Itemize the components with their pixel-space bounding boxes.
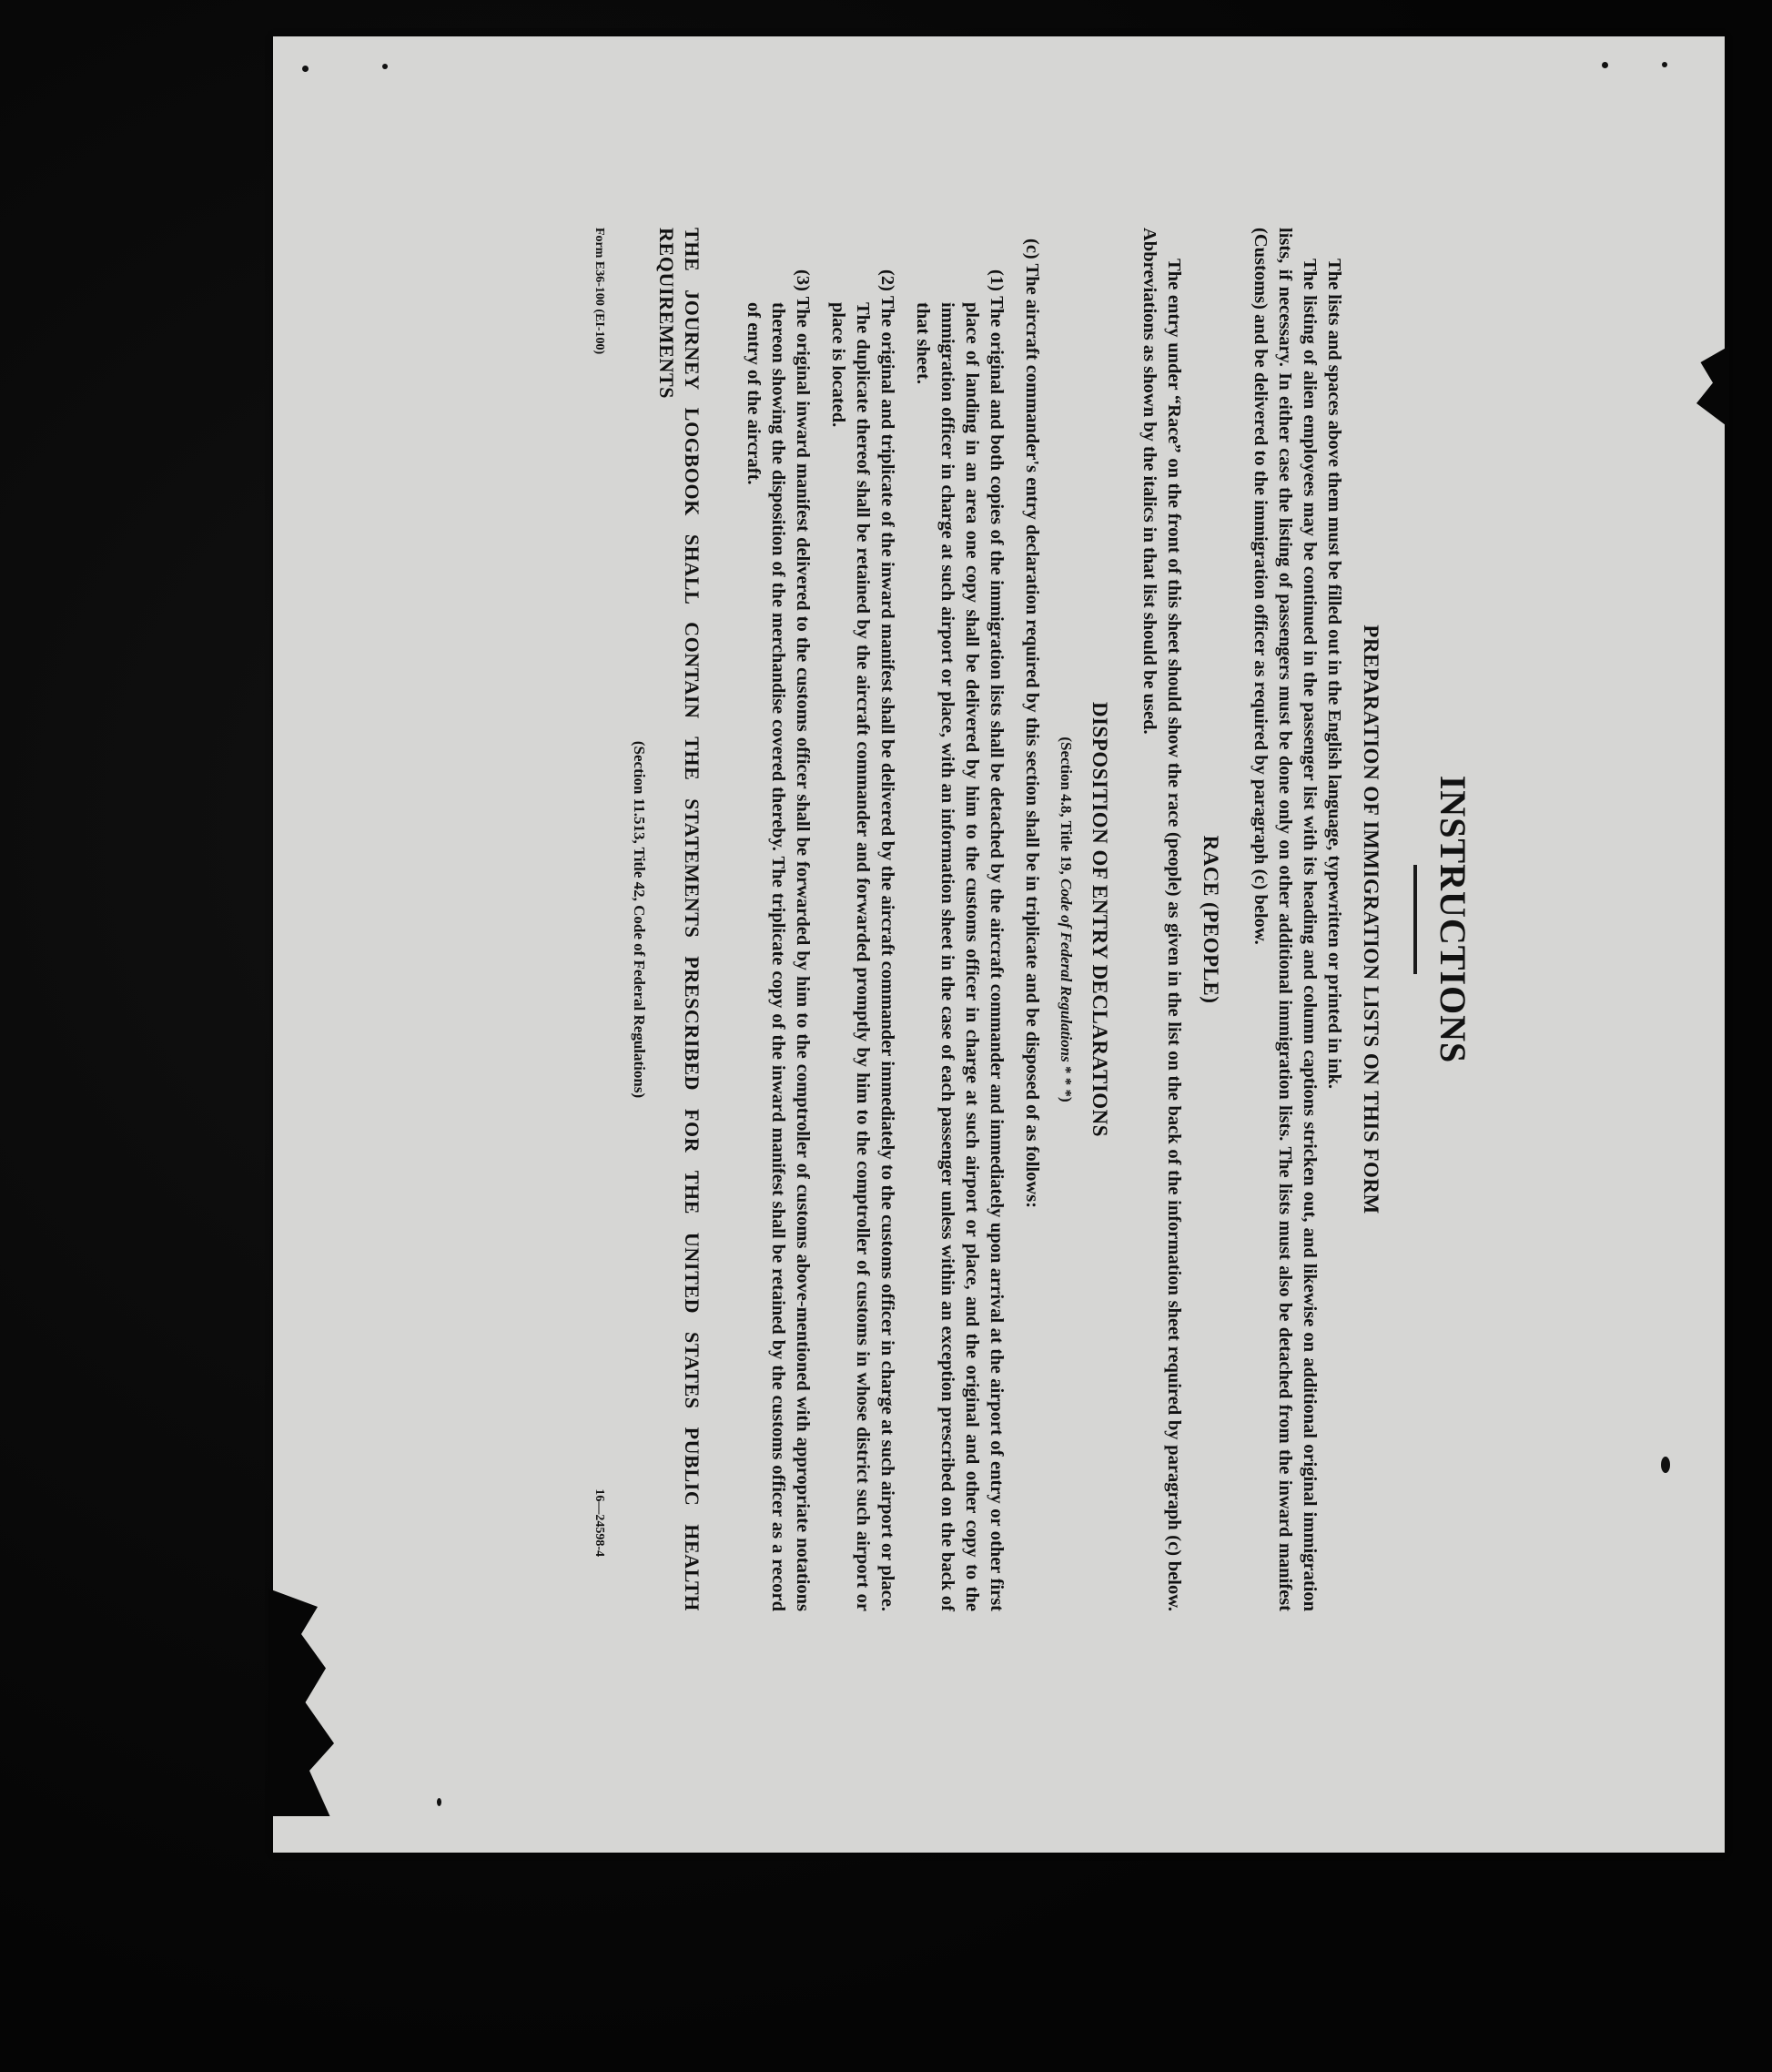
- disposition-citation: [1057, 228, 1075, 1611]
- rotated-text-block: [519, 228, 1474, 1611]
- speck: [437, 1798, 441, 1806]
- preparation-paragraph-2: The listing of alien employees may be continued in the passenger list with its heading and column captions stricken out, and likewise on additional original immigration lists, if necessary. In either case the listing of passengers must be done only on other additional immigration lists. The lists must also be detached from the inward manifest (Customs) and be delivered to the immigration officer as required by paragraph (c) below.: [1251, 228, 1320, 1611]
- form-footer: [592, 228, 606, 1611]
- section-heading-preparation: PREPARATION OF IMMIGRATION LISTS ON THIS FORM: [1360, 625, 1382, 1214]
- page-title: INSTRUCTIONS: [1433, 775, 1473, 1064]
- disposition-item-3: (3) The original inward manifest delivered to the customs officer shall be forwarded by him to the comptroller of customs above-mentioned with appropriate notations thereon showing the disposition of the merchandise covered thereby. The triplicate copy of the inward manifest shall be retained by the customs officer as a record of entry of the aircraft.: [744, 269, 813, 1611]
- speck: [1602, 62, 1608, 68]
- form-number: Form E36-100 (EI-100): [592, 228, 606, 355]
- title-underline: [1413, 865, 1417, 974]
- logbook-statement: THE JOURNEY LOGBOOK SHALL CONTAIN THE STATEMENTS PRESCRIBED FOR THE UNITED STATES PUBLIC HEALTH REQUIREMENTS: [655, 228, 704, 1611]
- disposition-item-1: (1) The original and both copies of the immigration lists shall be detached by the aircraft commander and immediately upon arrival at the airport of entry or other first place of landing in an area one copy shall be delivered by him to the customs officer in charge at such airport or place, and the original and other copy to the immigration officer in charge at such airport or place, with an information sheet in the case of each passenger unless within an exception prescribed on the back of that sheet.: [913, 269, 1007, 1611]
- section-heading-disposition: DISPOSITION OF ENTRY DECLARATIONS: [1089, 701, 1111, 1138]
- speck: [1662, 62, 1667, 67]
- logbook-citation: (Section 11.513, Title 42, Code of Federal Regulations): [631, 740, 648, 1099]
- speck: [1661, 1457, 1670, 1473]
- disposition-intro: (c) The aircraft commander's entry declaration required by this section shall be in triplicate and be disposed of as follows:: [1022, 239, 1042, 1209]
- section-heading-race: RACE (PEOPLE): [1200, 835, 1222, 1004]
- race-paragraph: The entry under “Race” on the front of this sheet should show the race (people) as given in the list on the back of the information sheet required by paragraph (c) below. Abbreviations as shown by the italics in that list should be used.: [1139, 228, 1184, 1611]
- print-code: 16—24598-4: [592, 1488, 606, 1557]
- citation-prefix: (Section 4.8, Title 19,: [1058, 736, 1075, 879]
- citation-suffix: * * *): [1058, 1061, 1075, 1102]
- speck: [382, 64, 388, 69]
- disposition-item-2: (2) The original and triplicate of the inward manifest shall be delivered by the aircraft commander immediately to the customs officer in charge at such airport or place. The duplicate thereof shall be retained by the aircraft commander and forwarded promptly by him to the comptroller of customs in whose district such airport or place is located.: [828, 269, 897, 1611]
- speck: [302, 66, 309, 72]
- preparation-paragraph-1: The lists and spaces above them must be filled out in the English language, typewritten or printed in ink.: [1324, 259, 1344, 1089]
- citation-italic: Code of Federal Regulations: [1058, 879, 1075, 1062]
